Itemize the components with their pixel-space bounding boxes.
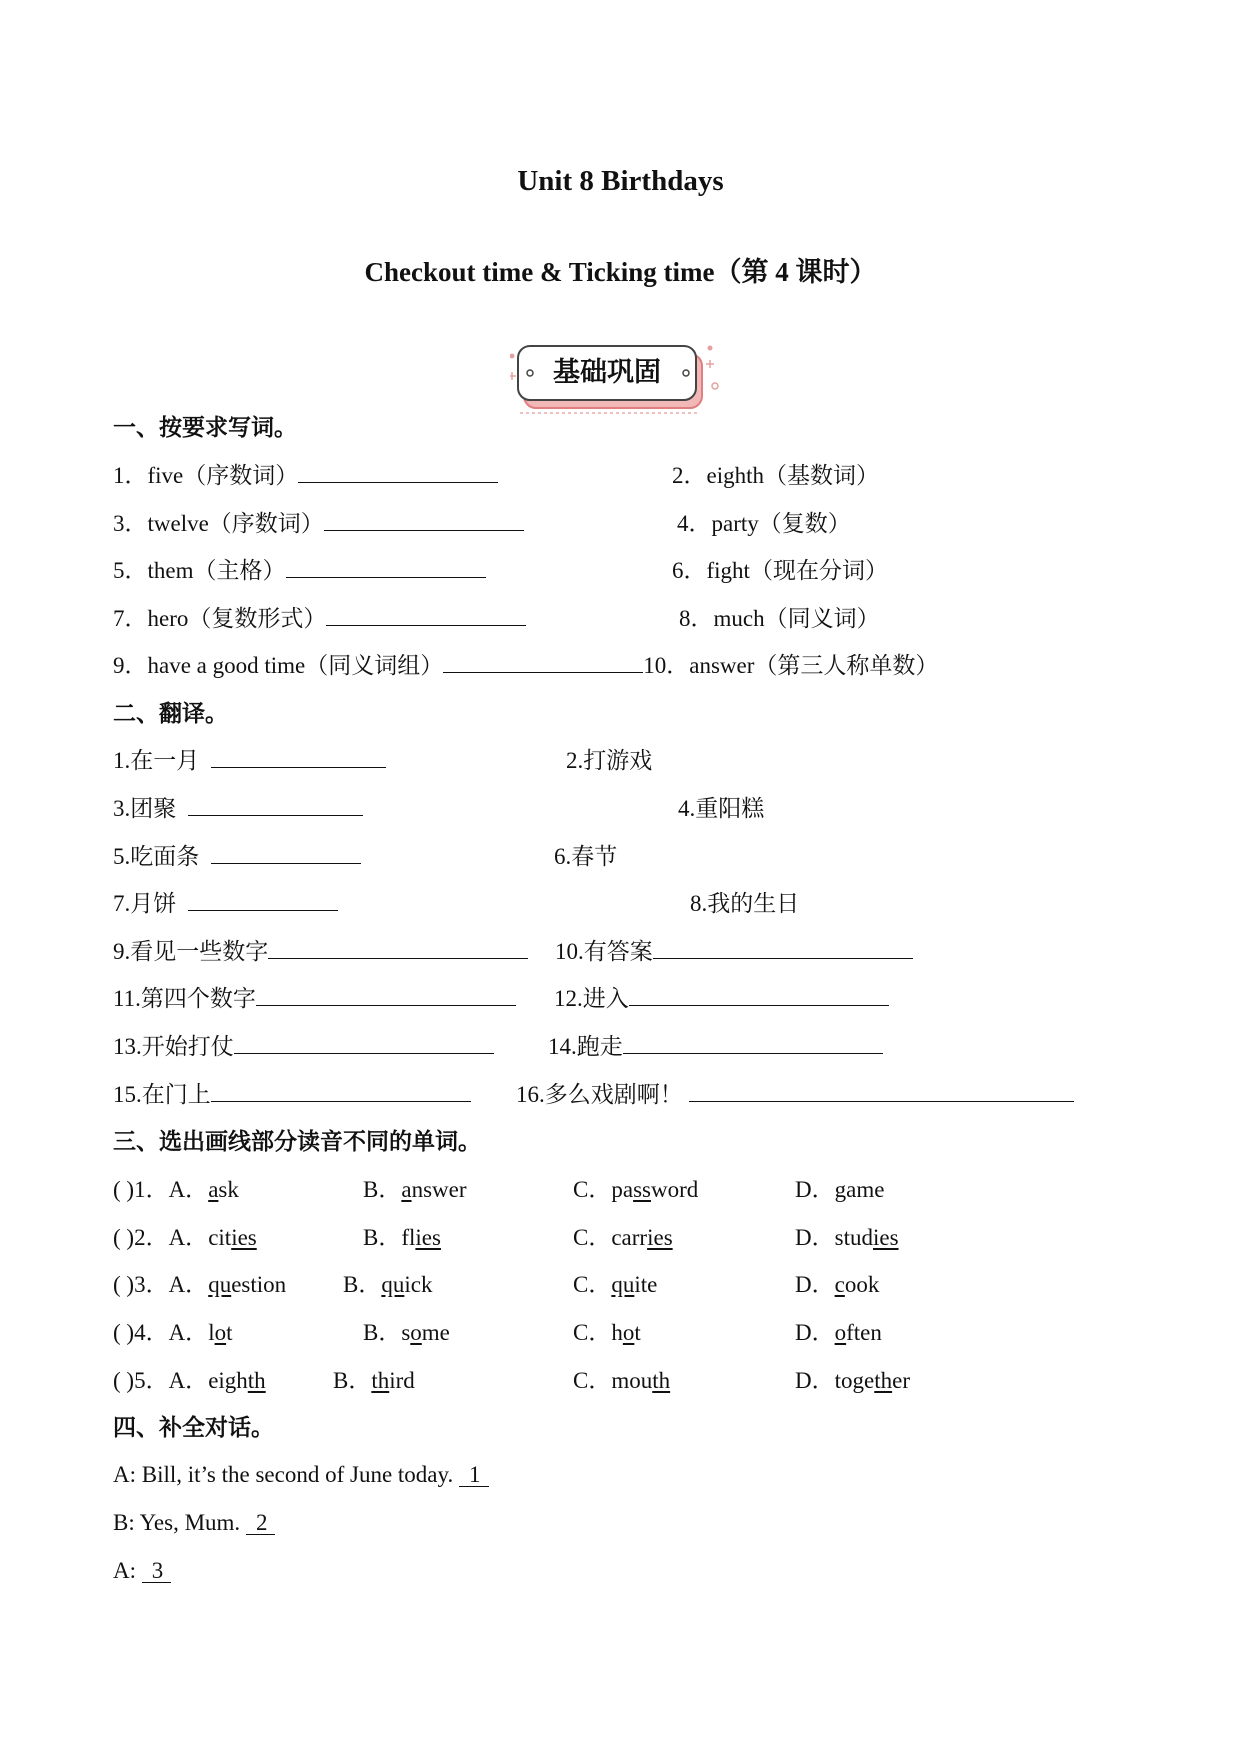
s1-item-3: 3．twelve（序数词） — [113, 510, 524, 538]
s2-item-9: 9.看见一些数字 — [113, 938, 528, 966]
s3-row-1-option-d[interactable]: D．game — [795, 1177, 885, 1202]
option-word: mouth — [611, 1368, 671, 1393]
option-word: often — [834, 1320, 882, 1345]
section3-heading: 三、选出画线部分读音不同的单词。 — [113, 1129, 481, 1154]
s2-item-12: 12.进入 — [554, 985, 889, 1013]
s2-item-15: 15.在门上 — [113, 1081, 471, 1109]
option-word: studies — [834, 1225, 899, 1250]
option-word: hot — [611, 1320, 641, 1345]
s2-item-2: 2.打游戏 — [566, 748, 653, 773]
s3-row-5-option-b[interactable]: B．third — [333, 1368, 415, 1393]
s3-row-4-option-a[interactable]: ( )4．A．lot — [113, 1320, 233, 1345]
option-word: third — [371, 1368, 415, 1393]
answer-blank[interactable] — [298, 462, 498, 483]
answer-blank[interactable] — [689, 1081, 1074, 1102]
badge-label: 基础巩固 — [553, 357, 661, 388]
s3-row-2-option-a[interactable]: ( )2．A．cities — [113, 1225, 257, 1250]
answer-blank[interactable] — [234, 1033, 494, 1054]
s3-row-2-option-d[interactable]: D．studies — [795, 1225, 899, 1250]
s3-row-3-option-d[interactable]: D．cook — [795, 1272, 880, 1297]
s2-item-6: 6.春节 — [554, 844, 618, 869]
option-word: game — [834, 1177, 885, 1202]
s2-item-11: 11.第四个数字 — [113, 985, 516, 1013]
option-word: password — [611, 1177, 699, 1202]
answer-blank[interactable] — [188, 890, 338, 911]
s1-item-5: 5．them（主格） — [113, 557, 486, 585]
dialogue-line-3: A: 3 — [113, 1557, 171, 1585]
s1-item-1: 1．five（序数词） — [113, 462, 498, 490]
answer-blank[interactable] — [286, 557, 486, 578]
answer-blank[interactable] — [443, 652, 643, 673]
answer-blank[interactable] — [211, 843, 361, 864]
s1-item-8: 8．much（同义词） — [679, 606, 880, 631]
s3-row-5-option-c[interactable]: C．mouth — [573, 1368, 671, 1393]
s2-item-16: 16.多么戏剧啊！ — [516, 1081, 1074, 1109]
answer-blank[interactable] — [211, 747, 386, 768]
answer-blank[interactable] — [268, 938, 528, 959]
section-badge — [510, 340, 730, 420]
dialogue-blank[interactable]: 1 — [459, 1464, 489, 1487]
s3-row-3-option-b[interactable]: B．quick — [343, 1272, 433, 1297]
s3-row-4-option-b[interactable]: B．some — [363, 1320, 450, 1345]
s3-row-1-option-a[interactable]: ( )1．A．ask — [113, 1177, 239, 1202]
option-word: quick — [381, 1272, 433, 1297]
option-word: question — [208, 1272, 287, 1297]
option-word: carries — [611, 1225, 673, 1250]
s3-row-1-option-b[interactable]: B．answer — [363, 1177, 467, 1202]
option-word: answer — [401, 1177, 467, 1202]
page-title: Unit 8 Birthdays — [517, 165, 724, 197]
s1-item-7: 7．hero（复数形式） — [113, 605, 526, 633]
answer-blank[interactable] — [629, 985, 889, 1006]
dialogue-blank[interactable]: 3 — [142, 1560, 172, 1583]
option-word: ask — [208, 1177, 239, 1202]
s1-item-6: 6．fight（现在分词） — [672, 558, 888, 583]
s1-item-9: 9．have a good time（同义词组） 10．answer（第三人称单数） — [113, 653, 939, 678]
s3-row-1-option-c[interactable]: C．password — [573, 1177, 699, 1202]
s1-item-4: 4．party（复数） — [677, 511, 851, 536]
section1-heading: 一、按要求写词。 — [113, 415, 297, 440]
s3-row-4-option-d[interactable]: D．often — [795, 1320, 882, 1345]
s3-row-3-option-a[interactable]: ( )3．A．question — [113, 1272, 287, 1297]
s2-item-10: 10.有答案 — [555, 938, 913, 966]
s3-row-3-option-c[interactable]: C．quite — [573, 1272, 658, 1297]
answer-blank[interactable] — [623, 1033, 883, 1054]
option-word: cities — [208, 1225, 257, 1250]
dialogue-blank[interactable]: 2 — [246, 1512, 276, 1535]
section4-heading: 四、补全对话。 — [113, 1415, 274, 1440]
s2-item-5: 5.吃面条 — [113, 843, 361, 871]
s3-row-4-option-c[interactable]: C．hot — [573, 1320, 641, 1345]
option-word: cook — [834, 1272, 880, 1297]
answer-blank[interactable] — [256, 985, 516, 1006]
dialogue-line-2: B: Yes, Mum. 2 — [113, 1509, 275, 1537]
s2-item-7: 7.月饼 — [113, 890, 338, 918]
s2-item-13: 13.开始打仗 — [113, 1033, 494, 1061]
s2-item-14: 14.跑走 — [548, 1033, 883, 1061]
answer-blank[interactable] — [326, 605, 526, 626]
answer-blank[interactable] — [188, 795, 363, 816]
answer-blank[interactable] — [653, 938, 913, 959]
option-word: flies — [401, 1225, 441, 1250]
option-word: together — [834, 1368, 910, 1393]
option-word: quite — [611, 1272, 658, 1297]
page-subtitle: Checkout time & Ticking time（第 4 课时） — [364, 257, 877, 287]
s3-row-5-option-d[interactable]: D．together — [795, 1368, 910, 1393]
s3-row-2-option-c[interactable]: C．carries — [573, 1225, 673, 1250]
s2-item-4: 4.重阳糕 — [678, 796, 765, 821]
s3-row-5-option-a[interactable]: ( )5．A．eighth — [113, 1368, 266, 1393]
s2-item-8: 8.我的生日 — [690, 891, 800, 916]
s3-row-2-option-b[interactable]: B．flies — [363, 1225, 441, 1250]
dialogue-line-1: A: Bill, it’s the second of June today. 1 — [113, 1461, 489, 1489]
answer-blank[interactable] — [324, 510, 524, 531]
option-word: eighth — [208, 1368, 266, 1393]
answer-blank[interactable] — [211, 1081, 471, 1102]
option-word: lot — [208, 1320, 233, 1345]
s2-item-1: 1.在一月 — [113, 747, 386, 775]
option-word: some — [401, 1320, 450, 1345]
section2-heading: 二、翻译。 — [113, 701, 228, 726]
s1-item-2: 2．eighth（基数词） — [672, 463, 879, 488]
s2-item-3: 3.团聚 — [113, 795, 363, 823]
